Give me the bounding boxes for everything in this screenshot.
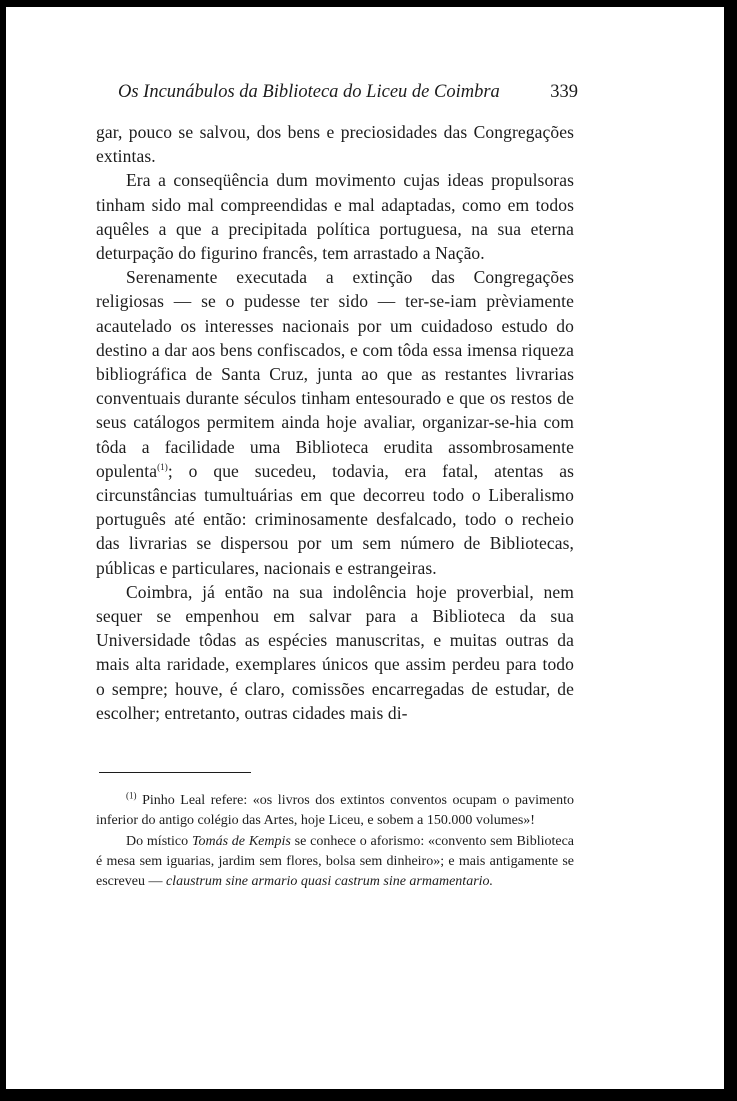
running-head bbox=[118, 80, 578, 104]
paragraph-text: ; o que sucedeu, todavia, era fatal, atentas as circunstâncias tumultuárias em que decorreu todo o Liberalismo português até então: criminosamente desfalcado, todo o recheio das livrarias se dispersou por um sem número de Bibliotecas, públicas e particulares, nacionais e estrangeiras. bbox=[96, 460, 574, 578]
footnote-reference: (1) bbox=[157, 462, 168, 473]
running-title: Os Incunábulos da Biblioteca do Liceu de Coimbra bbox=[118, 82, 500, 102]
main-text bbox=[96, 120, 574, 725]
author-name: Tomás de Kempis bbox=[191, 834, 291, 849]
paragraph bbox=[96, 265, 574, 580]
footnote-text: Pinho Leal refere: «os livros dos extintos conventos ocupam o pavimento inferior do antigo colégio das Artes, hoje Liceu, e sobem a 150.000 volumes»! bbox=[96, 793, 575, 828]
book-page bbox=[6, 7, 724, 1089]
paragraph-continued: gar, pouco se salvou, dos bens e preciosidades das Congregações extintas. bbox=[96, 122, 574, 167]
footnote bbox=[96, 832, 574, 892]
footnote-marker: (1) bbox=[126, 790, 137, 801]
footnote-text: se conhece o aforismo: «convento sem Biblioteca é mesa sem iguarias, jardim sem flores, bolsa sem dinheiro»; e mais antigamente se escreveu — bbox=[96, 834, 575, 889]
paragraph: Era a conseqüência dum movimento cujas ideas propulsoras tinham sido mal compreendidas e mal adaptadas, como em todos aquêles a que a precipitada política portuguesa, na sua eterna deturpação do figurino francês, tem arrastado a Nação. bbox=[96, 170, 574, 264]
footnote bbox=[96, 791, 574, 831]
page-number: 339 bbox=[550, 82, 578, 102]
footnote-divider bbox=[99, 772, 251, 773]
footnote-text: Do místico bbox=[126, 834, 189, 849]
latin-quote: claustrum sine armario quasi castrum sine armamentario. bbox=[165, 874, 494, 889]
paragraph-text: Serenamente executada a extinção das Congregações religiosas — se o pudesse ter sido — ter-se-iam prèviamente acautelado os interesses nacionais por um cuidadoso estudo do destino a dar aos bens confiscados, e com tôda essa imensa riqueza bibliográfica de Santa Cruz, junta ao que as restantes livrarias conventuais durante séculos tinham entesourado e que os restos de seus catálogos permitem ainda hoje avaliar, organizar-se-hia com tôda a facilidade uma Biblioteca erudita assombrosamente opulenta bbox=[96, 267, 574, 481]
footnotes bbox=[96, 791, 574, 892]
paragraph: Coimbra, já então na sua indolência hoje proverbial, nem sequer se empenhou em salvar para a Biblioteca da sua Universidade tôdas as espécies manuscritas, e muitas outras da mais alta raridade, exemplares únicos que assim perdeu para todo o sempre; houve, é claro, comissões encarregadas de estudar, de escolher; entretanto, outras cidades mais di- bbox=[96, 581, 574, 723]
